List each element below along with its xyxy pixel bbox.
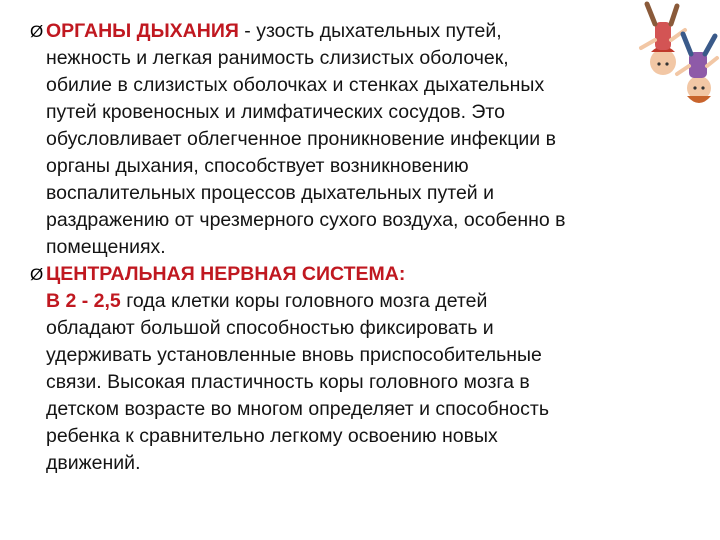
text-line: помещениях. (46, 236, 166, 258)
section-respiratory-first-line (30, 18, 696, 45)
age-range: В 2 - 2,5 (46, 290, 121, 312)
text-line: удерживать установленные вновь приспособительные (46, 344, 542, 366)
arrow-bullet-icon: Ø (30, 22, 44, 41)
text-line: движений. (46, 452, 141, 474)
section-heading-respiratory: ОРГАНЫ ДЫХАНИЯ (46, 20, 239, 42)
section-cns-heading-line (30, 261, 696, 288)
text-line: обилие в слизистых оболочках и стенках дыхательных (46, 74, 545, 96)
text-line: обусловливает облегченное проникновение инфекции в (46, 128, 556, 150)
section-cns-first-line (46, 288, 696, 315)
text-line: раздражению от чрезмерного сухого воздуха, особенно в (46, 209, 566, 231)
text-line: связи. Высокая пластичность коры головного мозга в (46, 371, 530, 393)
text-line: года клетки коры головного мозга детей (120, 290, 488, 312)
text-line: органы дыхания, способствует возникновению (46, 155, 469, 177)
slide-text (30, 18, 696, 477)
text-line: обладают большой способностью фиксировать и (46, 317, 494, 339)
text-line: детском возрасте во многом определяет и способность (46, 398, 549, 420)
text-line: ребенка к сравнительно легкому освоению новых (46, 425, 498, 447)
section-heading-cns: ЦЕНТРАЛЬНАЯ НЕРВНАЯ СИСТЕМА: (46, 263, 406, 285)
text-line: нежность и легкая ранимость слизистых оболочек, (46, 47, 509, 69)
text-line: - узость дыхательных путей, (238, 20, 502, 42)
text-line: воспалительных процессов дыхательных путей и (46, 182, 495, 204)
arrow-bullet-icon: Ø (30, 265, 44, 284)
text-line: путей кровеносных и лимфатических сосудов. Это (46, 101, 505, 123)
